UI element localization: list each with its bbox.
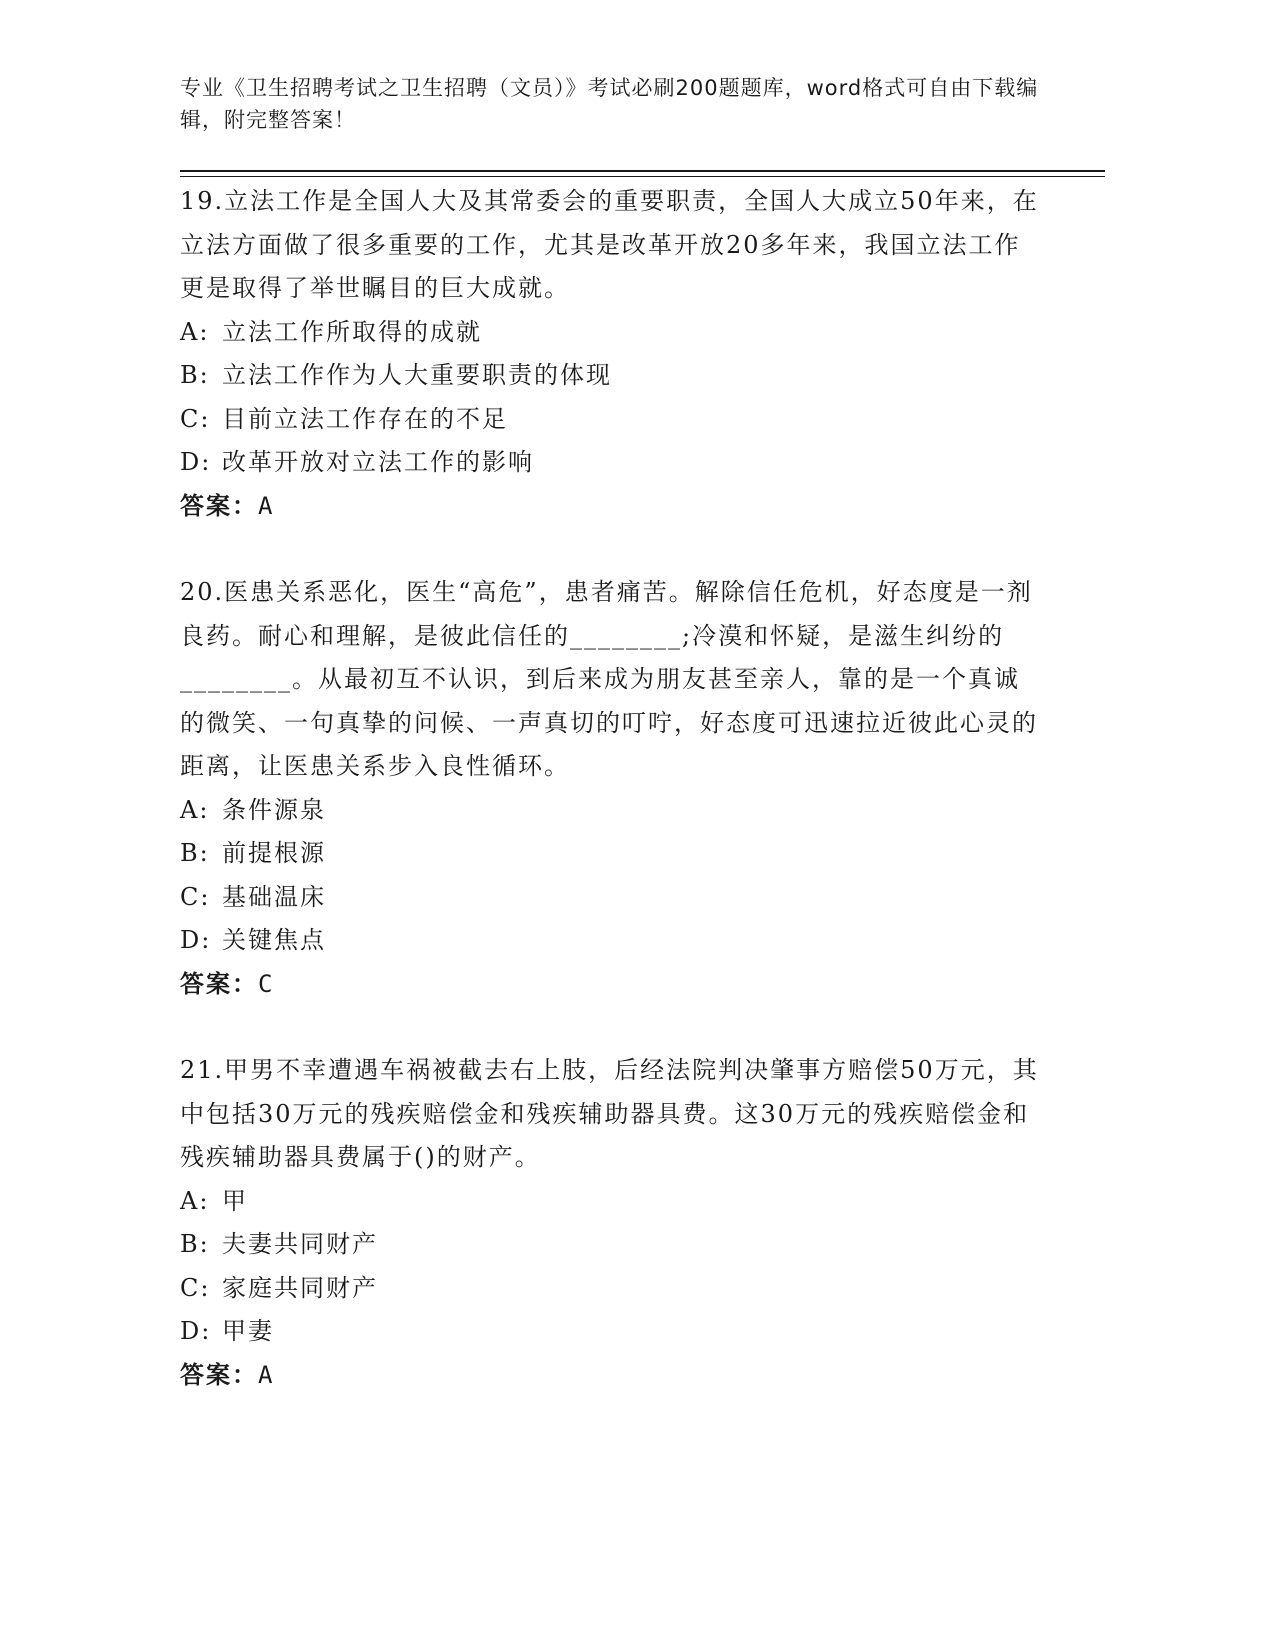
option-letter: C: <box>180 1273 211 1302</box>
answer-line <box>180 1354 1040 1398</box>
option-d <box>180 919 1040 963</box>
option-letter: C: <box>180 404 211 433</box>
option-a <box>180 1180 1040 1224</box>
option-d <box>180 1310 1040 1354</box>
header-divider-thick <box>180 170 1105 172</box>
option-d <box>180 441 1040 485</box>
option-letter: D: <box>180 926 212 954</box>
question-19 <box>180 180 1040 528</box>
question-text: 21.甲男不幸遭遇车祸被截去右上肢，后经法院判决肇事方赔偿50万元，其中包括30万元的残疾赔偿金和残疾辅助器具费。这30万元的残疾赔偿金和残疾辅助器具费属于()的财产。 <box>180 1056 1039 1171</box>
option-c <box>180 1267 1040 1311</box>
answer-label: 答案： <box>180 1360 258 1389</box>
option-b <box>180 354 1040 398</box>
option-text: 关键焦点 <box>222 926 326 954</box>
option-letter: D: <box>180 448 212 476</box>
answer-line <box>180 963 1040 1007</box>
option-text: 条件源泉 <box>222 795 326 824</box>
answer-value: C <box>258 969 275 998</box>
option-b <box>180 832 1040 876</box>
option-text: 甲 <box>222 1186 248 1215</box>
option-letter: B: <box>180 1230 210 1258</box>
option-letter: A: <box>180 1186 210 1215</box>
option-text: 立法工作作为人大重要职责的体现 <box>222 361 612 389</box>
question-21 <box>180 1049 1040 1397</box>
header-divider-thin <box>180 176 1105 177</box>
option-text: 基础温床 <box>222 882 326 911</box>
option-c <box>180 876 1040 920</box>
answer-label: 答案： <box>180 491 258 520</box>
option-text: 夫妻共同财产 <box>222 1230 378 1258</box>
option-letter: A: <box>180 317 210 346</box>
option-text: 立法工作所取得的成就 <box>222 317 482 346</box>
option-b <box>180 1223 1040 1267</box>
option-letter: C: <box>180 882 211 911</box>
option-text: 家庭共同财产 <box>222 1273 378 1302</box>
option-letter: B: <box>180 839 210 867</box>
option-letter: B: <box>180 361 210 389</box>
option-letter: D: <box>180 1317 212 1345</box>
option-text: 改革开放对立法工作的影响 <box>222 448 534 476</box>
option-text: 目前立法工作存在的不足 <box>222 404 508 433</box>
question-text: 19.立法工作是全国人大及其常委会的重要职责，全国人大成立50年来，在立法方面做了很多重要的工作，尤其是改革开放20多年来，我国立法工作更是取得了举世瞩目的巨大成就。 <box>180 187 1039 302</box>
question-text: 20.医患关系恶化，医生“高危”，患者痛苦。解除信任危机，好态度是一剂良药。耐心和理解，是彼此信任的________;冷漠和怀疑，是滋生纠纷的________。从最初互不认识，到后来成为朋友甚至亲人，靠的是一个真诚的微笑、一句真挚的问候、一声真切的叮咛，好态度可迅速拉近彼此心灵的距离，让医患关系步入良性循环。 <box>180 578 1038 780</box>
answer-value: A <box>258 491 275 520</box>
document-header: 专业《卫生招聘考试之卫生招聘（文员）》考试必刷200题题库，word格式可自由下载编辑，附完整答案！ <box>180 76 1039 132</box>
option-a <box>180 789 1040 833</box>
option-c <box>180 398 1040 442</box>
answer-line <box>180 485 1040 529</box>
option-text: 前提根源 <box>222 839 326 867</box>
question-list <box>180 180 1040 1440</box>
question-20 <box>180 571 1040 1006</box>
option-a <box>180 311 1040 355</box>
answer-label: 答案： <box>180 969 258 998</box>
option-text: 甲妻 <box>222 1317 274 1345</box>
answer-value: A <box>258 1360 275 1389</box>
option-letter: A: <box>180 795 210 824</box>
